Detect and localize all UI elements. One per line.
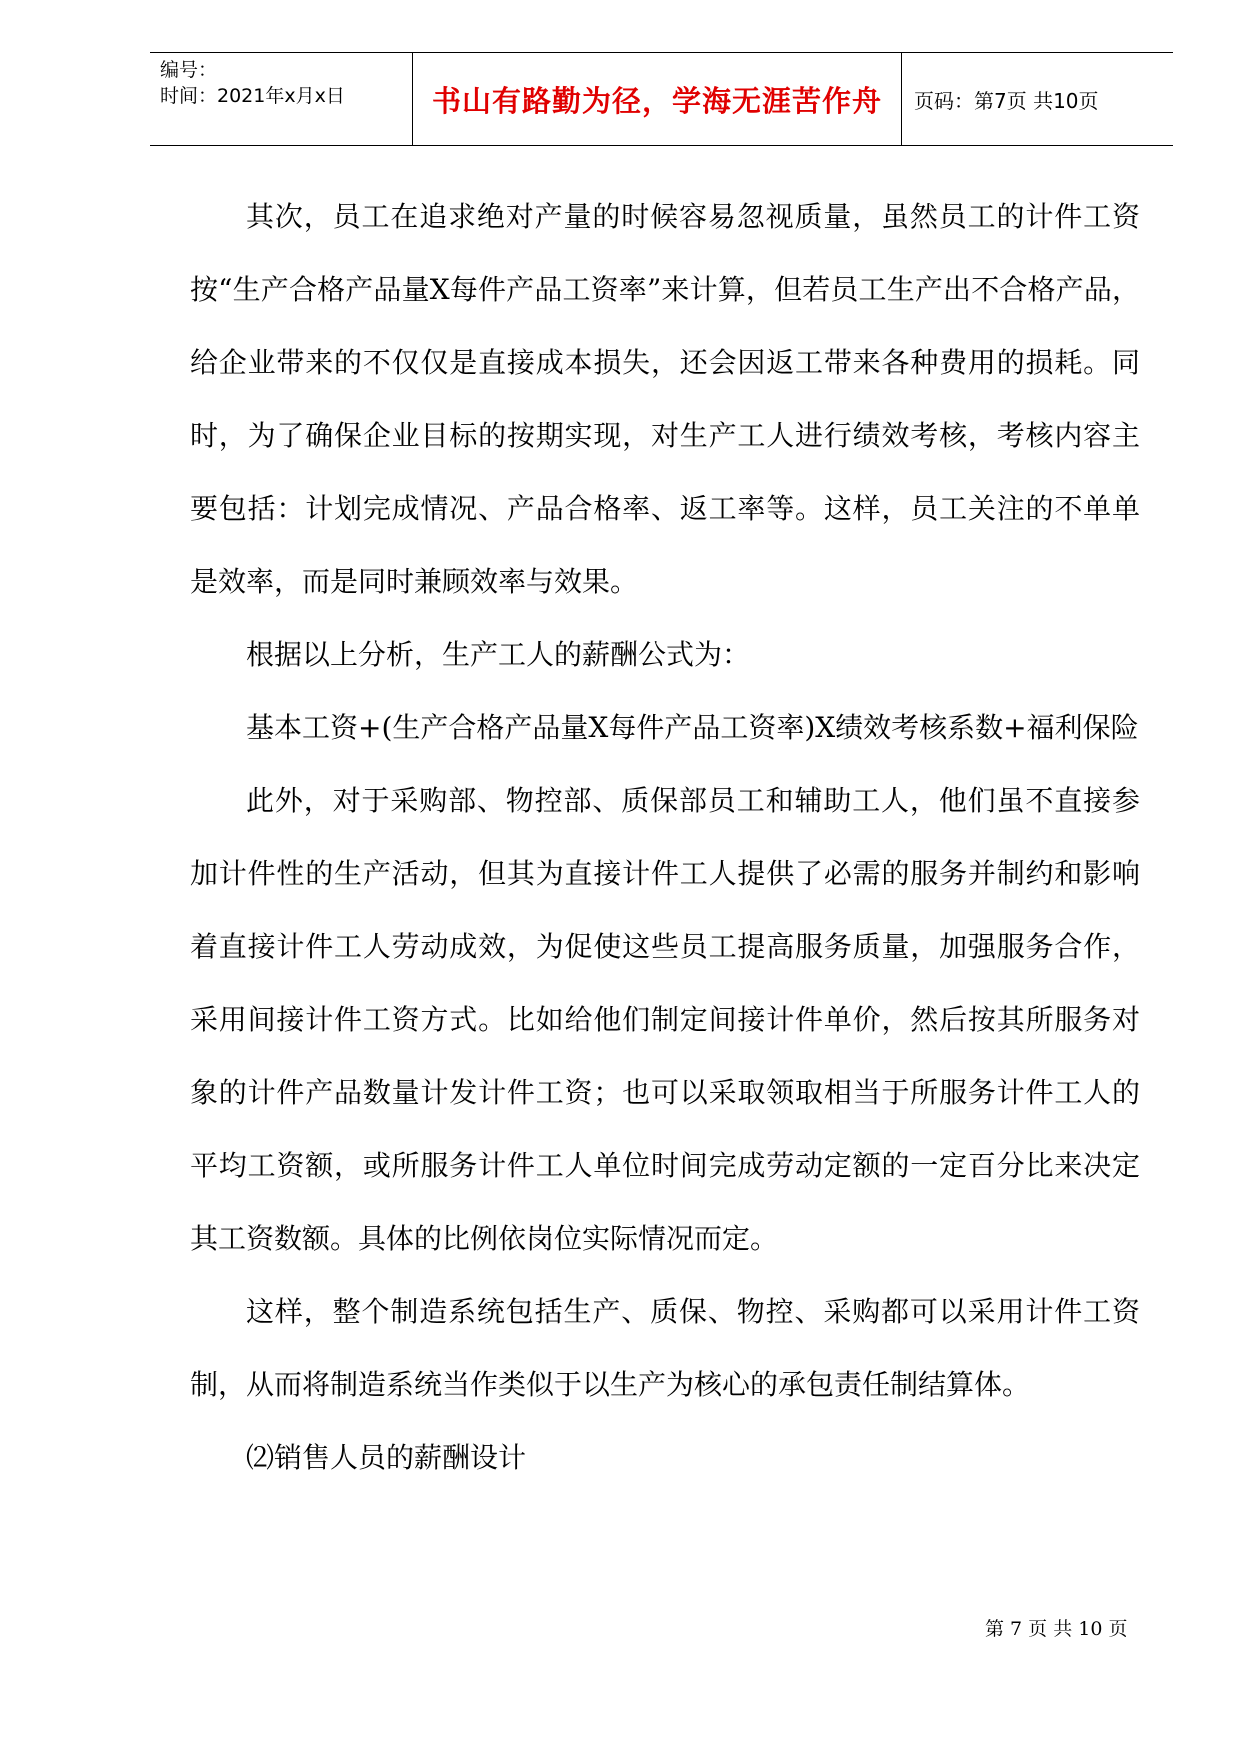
paragraph-formula-intro: 根据以上分析，生产工人的薪酬公式为： bbox=[246, 638, 751, 671]
doc-number-label: 编号： bbox=[160, 59, 218, 81]
section-heading-sales: ⑵销售人员的薪酬设计 bbox=[246, 1441, 527, 1474]
paragraph-formula: 基本工资+(生产合格产品量X每件产品工资率)X绩效考核系数+福利保险 bbox=[246, 711, 1139, 744]
paragraph-manufacturing-system: 这样，整个制造系统包括生产、质保、物控、采购都可以采用计件工资制，从而将制造系统当作类似于以生产为核心的承包责任制结算体。 bbox=[190, 1295, 1140, 1401]
header-page-label: 页码：第7页 共10页 bbox=[914, 88, 1099, 113]
paragraph-indirect-piecework: 此外，对于采购部、物控部、质保部员工和辅助工人，他们虽不直接参加计件性的生产活动，但其为直接计件工人提供了必需的服务并制约和影响着直接计件工人劳动成效，为促使这些员工提高服务质量，加强服务合作，采用间接计件工资方式。比如给他们制定间接计件单价，然后按其所服务对象的计件产品数量计发计件工资；也可以采取领取相当于所服务计件工人的平均工资额，或所服务计件工人单位时间完成劳动定额的一定百分比来决定其工资数额。具体的比例依岗位实际情况而定。 bbox=[190, 784, 1140, 1255]
doc-time-label: 时间：2021年x月x日 bbox=[160, 85, 345, 107]
header-motto: 书山有路勤为径，学海无涯苦作舟 bbox=[413, 53, 902, 145]
page-footer: 第 7 页 共 10 页 bbox=[985, 1618, 1128, 1640]
header-info-cell bbox=[150, 53, 413, 145]
page-header bbox=[150, 52, 1173, 146]
document-body bbox=[190, 180, 1140, 1494]
paragraph-quality: 其次，员工在追求绝对产量的时候容易忽视质量，虽然员工的计件工资按“生产合格产品量X每件产品工资率”来计算，但若员工生产出不合格产品，给企业带来的不仅仅是直接成本损失，还会因返工带来各种费用的损耗。同时，为了确保企业目标的按期实现，对生产工人进行绩效考核，考核内容主要包括：计划完成情况、产品合格率、返工率等。这样，员工关注的不单单是效率，而是同时兼顾效率与效果。 bbox=[190, 200, 1140, 598]
